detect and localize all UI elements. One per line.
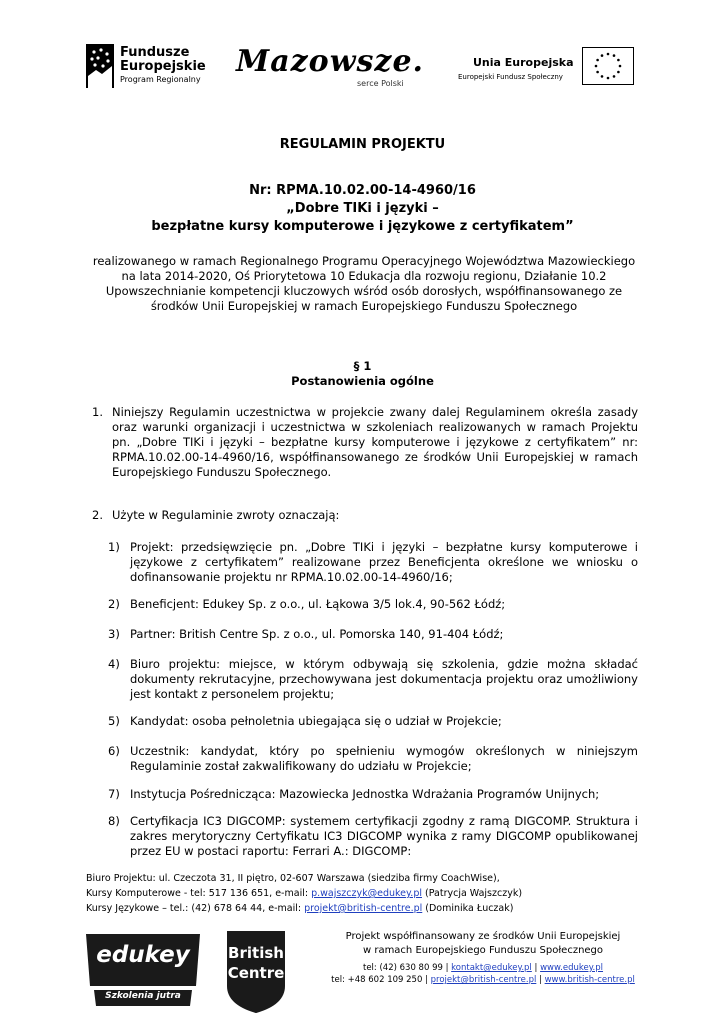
edukey-email-link[interactable]: kontakt@edukey.pl — [451, 963, 532, 973]
list-item-number: 7) — [108, 787, 120, 801]
british-email-link[interactable]: projekt@british-centre.pl — [430, 975, 537, 985]
footer-language-contact — [86, 901, 513, 916]
list-item: Beneficjent: Edukey Sp. z o.o., ul. Łąkowa 3/5 lok.4, 90-562 Łódź; — [130, 597, 506, 611]
list-item-number: 2) — [108, 597, 120, 611]
computer-email-link[interactable]: p.wajszczyk@edukey.pl — [311, 888, 422, 899]
list-item: Instytucja Pośrednicząca: Mazowiecka Jednostka Wdrażania Programów Unijnych; — [130, 787, 600, 801]
fe-subtitle: Program Regionalny — [120, 75, 201, 84]
footer-computer-contact — [86, 886, 522, 901]
document-title: REGULAMIN PROJEKTU — [279, 137, 446, 152]
paragraph-1: Niniejszy Regulamin uczestnictwa w projekcie zwany dalej Regulaminem określa zasady oraz warunki organizacji i uczestnictwa w szkoleniach realizowanych w ramach Projektu pn. „Dobre TIKi i języki – bezpłatne kursy komputerowe i językowe z certyfikatem” nr: RPMA.10.02.00-14-4960/16, współfinansowanego ze środków Unii Europejskiej w ramach Europejskiego Funduszu Społecznego. — [112, 405, 638, 479]
british-logo-line-1: British — [228, 944, 284, 962]
intro-paragraph: realizowanego w ramach Regionalnego Programu Operacyjnego Województwa Mazowieckiego na lata 2014-2020, Oś Priorytetowa 10 Edukacja dla rozwoju regionu, Działanie 10.2 Upowszechnianie kompetencji kluczowych wśród osób dorosłych, współfinansowanego ze środków Unii Europejskiej w ramach Europejskiego Funduszu Społecznego — [92, 254, 636, 313]
list-item: Certyfikacja IC3 DIGCOMP: systemem certyfikacji zgodny z ramą DIGCOMP. Struktura i zakres merytoryczny Certyfikatu IC3 DIGCOMP wynika z ramy DIGCOMP opublikowanej przez EU w postaci raportu: Ferrari A.: DIGCOMP: — [130, 814, 638, 858]
paragraph-2: Użyte w Regulaminie zwroty oznaczają: — [112, 508, 340, 522]
list-item-number: 1) — [108, 540, 120, 554]
list-item-number: 6) — [108, 744, 120, 758]
fe-title-2: Europejskie — [120, 59, 206, 74]
edukey-logo — [82, 930, 204, 1014]
contact-1-phone: tel: (42) 630 80 99 | — [362, 963, 452, 973]
fe-title-1: Fundusze — [120, 45, 190, 60]
mazowsze-logo: Mazowsze. — [236, 44, 424, 79]
footer-office: Biuro Projektu: ul. Czeczota 31, II piętro, 02-607 Warszawa (siedziba firmy CoachWise), — [86, 873, 500, 884]
british-www-link[interactable]: www.british-centre.pl — [544, 975, 635, 985]
section-title: Postanowienia ogólne — [291, 374, 434, 388]
project-name-line-1: „Dobre TIKi i języki – — [286, 201, 439, 216]
project-number: Nr: RPMA.10.02.00-14-4960/16 — [249, 183, 476, 198]
edukey-logo-text: edukey — [96, 942, 190, 968]
list-item: Kandydat: osoba pełnoletnia ubiegająca się o udział w Projekcie; — [130, 714, 502, 728]
list-item-number: 5) — [108, 714, 120, 728]
british-logo-line-2: Centre — [227, 964, 285, 982]
edukey-www-link[interactable]: www.edukey.pl — [540, 963, 604, 973]
mazowsze-subtitle: serce Polski — [357, 79, 404, 88]
cofinanced-line-2: w ramach Europejskiego Funduszu Społecznego — [362, 945, 604, 956]
british-centre-logo — [222, 930, 290, 1014]
computer-contact-label: Kursy Komputerowe - tel: 517 136 651, e-mail: — [86, 888, 312, 899]
contact-line-2 — [310, 974, 656, 986]
contact-line-1 — [310, 962, 656, 974]
list-item: Biuro projektu: miejsce, w którym odbywają się szkolenia, gdzie można składać dokumenty rekrutacyjne, przechowywana jest dokumentacja projektu oraz umożliwiony jest kontakt z personelem projektu; — [130, 657, 638, 701]
language-contact-person: (Dominika Łuczak) — [422, 903, 514, 914]
list-item-number: 4) — [108, 657, 120, 671]
unia-europejska-title: Unia Europejska — [473, 56, 574, 69]
paragraph-number: 2. — [92, 508, 103, 522]
section-sign: § 1 — [353, 359, 372, 373]
computer-contact-person: (Patrycja Wajszczyk) — [422, 888, 523, 899]
contact-2-phone: tel: +48 602 109 250 | — [331, 975, 431, 985]
project-name-line-2: bezpłatne kursy komputerowe i językowe z certyfikatem” — [151, 219, 574, 234]
fundusze-europejskie-text — [120, 46, 206, 86]
fundusze-europejskie-logo-icon — [86, 44, 114, 88]
list-item: Projekt: przedsięwzięcie pn. „Dobre TIKi i języki – bezpłatne kursy komputerowe i językowe z certyfikatem” realizowane przez Beneficjenta określone we wniosku o dofinansowanie projektu nr RPMA.10.02.00-14-4960/16; — [130, 540, 638, 584]
language-contact-label: Kursy Językowe – tel.: (42) 678 64 44, e-mail: — [86, 903, 305, 914]
edukey-tagline: Szkolenia jutra — [105, 991, 181, 1001]
list-item: Uczestnik: kandydat, który po spełnieniu wymogów określonych w niniejszym Regulaminie został zakwalifikowany do udziału w Projekcie; — [130, 744, 638, 773]
eu-flag-icon — [582, 47, 634, 85]
language-email-link[interactable]: projekt@british-centre.pl — [304, 903, 423, 914]
separator: | — [536, 975, 545, 985]
unia-europejska-subtitle: Europejski Fundusz Społeczny — [458, 73, 563, 81]
separator: | — [531, 963, 541, 973]
cofinanced-line-1: Projekt współfinansowany ze środków Unii Europejskiej — [345, 931, 621, 942]
list-item-number: 8) — [108, 814, 120, 828]
paragraph-number: 1. — [92, 405, 103, 419]
list-item-number: 3) — [108, 627, 120, 641]
list-item: Partner: British Centre Sp. z o.o., ul. Pomorska 140, 91-404 Łódź; — [130, 627, 504, 641]
